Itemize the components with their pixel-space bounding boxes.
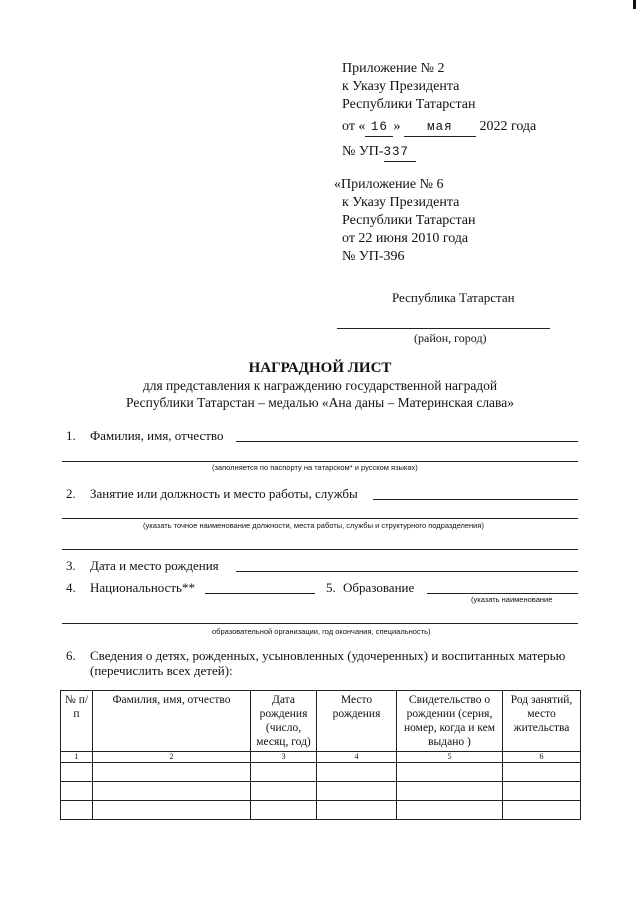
field4-number: 4. xyxy=(66,580,76,595)
field5-hint2: образовательной организации, год окончания, специальность) xyxy=(212,627,431,636)
table-cell[interactable] xyxy=(317,763,397,782)
table-cell[interactable] xyxy=(93,782,251,801)
header-birthplace: Место рождения xyxy=(317,691,397,752)
table-cell[interactable] xyxy=(61,763,93,782)
date-month: мая xyxy=(404,118,476,137)
col-number-3: 3 xyxy=(251,752,317,763)
table-cell[interactable] xyxy=(503,801,581,820)
table-cell[interactable] xyxy=(503,782,581,801)
field6-label-line1: Сведения о детях, рожденных, усыновленных (удочеренных) и воспитанных матерью xyxy=(90,648,566,663)
table-row xyxy=(61,801,581,820)
document-title: НАГРАДНОЙ ЛИСТ xyxy=(248,360,392,376)
appendix-old-line1: «Приложение № 6 xyxy=(334,177,444,192)
field1-input-line2[interactable] xyxy=(62,461,578,462)
field2-number: 2. xyxy=(66,486,76,501)
field5-hint1: (указать наименование xyxy=(471,595,553,604)
table-header-row xyxy=(61,691,581,752)
col-number-2: 2 xyxy=(93,752,251,763)
field3-input-line[interactable] xyxy=(236,571,578,572)
header-certificate: Свидетельство о рождении (серия, номер, когда и кем выдано ) xyxy=(397,691,503,752)
number-prefix: № УП- xyxy=(342,144,384,159)
appendix-new-line2: к Указу Президента xyxy=(342,79,460,94)
field6-number: 6. xyxy=(66,648,76,663)
field1-input-line[interactable] xyxy=(236,441,578,442)
appendix-old-block xyxy=(342,194,476,266)
region-input-line[interactable] xyxy=(337,328,550,329)
header-birthdate: Дата рождения (число, месяц, год) xyxy=(251,691,317,752)
table-numbering-row xyxy=(61,752,581,763)
table-cell[interactable] xyxy=(93,801,251,820)
field2-input-line2[interactable] xyxy=(62,518,578,519)
header-fullname: Фамилия, имя, отчество xyxy=(93,691,251,752)
date-year: 2022 года xyxy=(479,119,537,134)
table-cell[interactable] xyxy=(251,782,317,801)
field2-hint: (указать точное наименование должности, места работы, службы и структурного подразделения) xyxy=(143,521,484,530)
table-cell[interactable] xyxy=(397,782,503,801)
date-mid: » xyxy=(393,119,401,134)
field1-hint: (заполняется по паспорту на татарском* и русском языках) xyxy=(212,463,418,472)
date-day: 16 xyxy=(365,118,393,137)
col-number-5: 5 xyxy=(397,752,503,763)
date-prefix: от « xyxy=(342,119,366,134)
appendix-old-line4: от 22 июня 2010 года xyxy=(342,231,469,246)
appendix-old-line5: № УП-396 xyxy=(342,249,405,264)
field4-input-line[interactable] xyxy=(205,593,315,594)
col-number-4: 4 xyxy=(317,752,397,763)
field2-label: Занятие или должность и место работы, службы xyxy=(90,486,358,501)
title-block xyxy=(0,360,640,411)
region-hint: (район, город) xyxy=(414,331,487,345)
republic-label: Республика Татарстан xyxy=(392,290,515,305)
field4-label: Национальность** xyxy=(90,580,195,595)
table-cell[interactable] xyxy=(397,801,503,820)
field5-number: 5. xyxy=(326,580,336,595)
appendix-new-number xyxy=(342,143,416,162)
table-row xyxy=(61,763,581,782)
field3-label: Дата и место рождения xyxy=(90,558,219,573)
field5-input-line[interactable] xyxy=(427,593,578,594)
table-cell[interactable] xyxy=(251,801,317,820)
appendix-new-block xyxy=(342,60,476,114)
header-occupation: Род занятий, место жительства xyxy=(503,691,581,752)
header-number: № п/п xyxy=(61,691,93,752)
col-number-6: 6 xyxy=(503,752,581,763)
appendix-new-line1: Приложение № 2 xyxy=(342,61,445,76)
table-row xyxy=(61,782,581,801)
appendix-old-line2: к Указу Президента xyxy=(342,195,460,210)
table-cell[interactable] xyxy=(317,801,397,820)
title-sub1: для представления к награждению государственной наградой xyxy=(142,378,498,393)
title-sub2: Республики Татарстан – медалью «Ана даны – Материнская слава» xyxy=(126,395,514,410)
field1-number: 1. xyxy=(66,428,76,443)
table-cell[interactable] xyxy=(61,782,93,801)
field5-input-line2[interactable] xyxy=(62,623,578,624)
table-cell[interactable] xyxy=(251,763,317,782)
field1-label: Фамилия, имя, отчество xyxy=(90,428,224,443)
scan-corner-mark xyxy=(633,0,636,9)
col-number-1: 1 xyxy=(61,752,93,763)
table-cell[interactable] xyxy=(61,801,93,820)
table-cell[interactable] xyxy=(503,763,581,782)
field2-input-line3[interactable] xyxy=(62,549,578,550)
field2-input-line[interactable] xyxy=(373,499,578,500)
table-cell[interactable] xyxy=(397,763,503,782)
field6-label xyxy=(90,648,565,678)
appendix-new-date xyxy=(342,118,536,137)
table-cell[interactable] xyxy=(93,763,251,782)
appendix-old-line3: Республики Татарстан xyxy=(342,213,476,228)
table-cell[interactable] xyxy=(317,782,397,801)
field6-label-line2: (перечислить всех детей): xyxy=(90,663,233,678)
children-table xyxy=(60,690,581,820)
field3-number: 3. xyxy=(66,558,76,573)
number-value: 337 xyxy=(384,143,416,162)
field5-label: Образование xyxy=(343,580,415,595)
appendix-new-line3: Республики Татарстан xyxy=(342,97,476,112)
